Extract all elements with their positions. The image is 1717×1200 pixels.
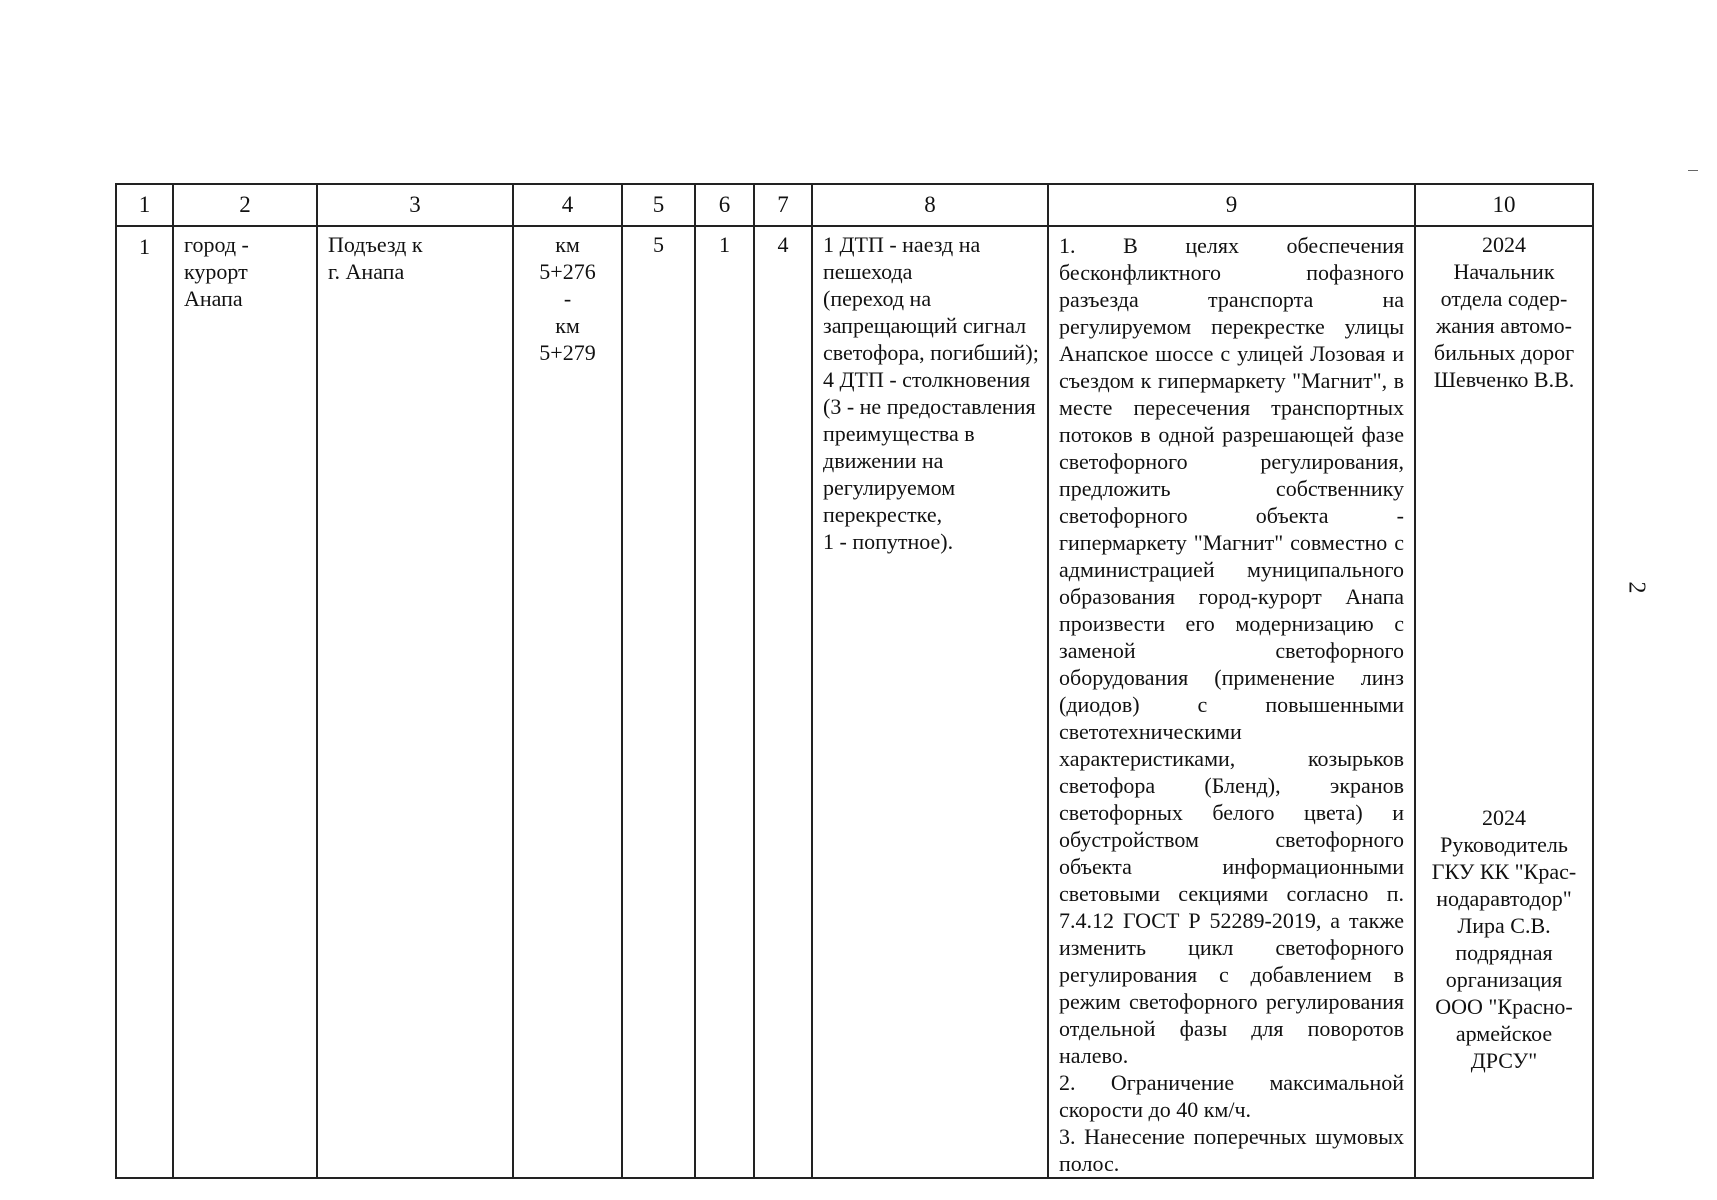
col-header-5: 5 bbox=[622, 184, 695, 226]
measures-table bbox=[115, 183, 1594, 1179]
measure-item: 3. Нанесение поперечных шумовых полос. bbox=[1059, 1124, 1404, 1176]
location-line: - bbox=[563, 286, 572, 311]
municipality-cell: город - курорт Анапа bbox=[173, 226, 317, 1178]
location-line: км bbox=[555, 232, 580, 257]
location-line: км bbox=[555, 313, 580, 338]
measure-item: 2. Ограничение максимальной скорости до 40 км/ч. bbox=[1059, 1070, 1404, 1122]
col7-value: 4 bbox=[754, 226, 812, 1178]
col6-value: 1 bbox=[695, 226, 754, 1178]
col-header-3: 3 bbox=[317, 184, 513, 226]
col-header-4: 4 bbox=[513, 184, 622, 226]
road-cell: Подъезд к г. Анапа bbox=[317, 226, 513, 1178]
col-header-2: 2 bbox=[173, 184, 317, 226]
col-header-8: 8 bbox=[812, 184, 1048, 226]
header-row bbox=[116, 184, 1593, 226]
row-number: 1 bbox=[116, 226, 173, 1178]
scan-mark bbox=[1688, 170, 1698, 171]
responsible-primary: 2024 Начальник отдела содер- жания автомо- бильных дорог Шевченко В.В. bbox=[1433, 232, 1575, 392]
accident-line: 4 ДТП - столкновения bbox=[823, 367, 1031, 392]
col-header-10: 10 bbox=[1415, 184, 1593, 226]
measures-cell bbox=[1048, 226, 1415, 1178]
col-header-7: 7 bbox=[754, 184, 812, 226]
location-cell bbox=[513, 226, 622, 1178]
col5-value: 5 bbox=[622, 226, 695, 1178]
table-row bbox=[116, 226, 1593, 1178]
col-header-6: 6 bbox=[695, 184, 754, 226]
responsible-spacer bbox=[1422, 393, 1586, 804]
location-line: 5+279 bbox=[539, 340, 596, 365]
accident-line: (переход на запрещающий сигнал светофора, погибший); bbox=[823, 286, 1039, 365]
accidents-cell bbox=[812, 226, 1048, 1178]
accident-line: 1 - попутное). bbox=[823, 529, 954, 554]
accident-line: 1 ДТП - наезд на пешехода bbox=[823, 232, 981, 284]
col-header-9: 9 bbox=[1048, 184, 1415, 226]
accident-line: (3 - не предоставления преимущества в движении на регулируемом перекрестке, bbox=[823, 394, 1036, 527]
col-header-1: 1 bbox=[116, 184, 173, 226]
responsible-secondary: 2024 Руководитель ГКУ КК "Крас- нодаравтодор" Лира С.В. подрядная организация ООО "Красно- армейское ДРСУ" bbox=[1431, 805, 1577, 1073]
page-number: 2 bbox=[1623, 581, 1650, 594]
location-line: 5+276 bbox=[539, 259, 596, 284]
measure-item: 1. В целях обеспечения бесконфликтного пофазного разъезда транспорта на регулируемом перекрестке улицы Анапское шоссе с улицей Лозовая и съездом к гипермаркету "Магнит", в месте пересечения транспортных потоков в одной разрешающей фазе светофорного регулирования, предложить собственнику светофорного объекта - гипермаркету "Магнит" совместно с администрацией муниципального образования город-курорт Анапа произвести его модернизацию с заменой светофорного оборудования (применение линз (диодов) с повышенными светотехническими характеристиками, козырьков светофора (Бленд), экранов светофорных белого цвета) и обустройством светофорного объекта информационными световыми секциями согласно п. 7.4.12 ГОСТ Р 52289-2019, а также изменить цикл светофорного регулирования с добавлением в режим светофорного регулирования отдельной фазы для поворотов налево. bbox=[1059, 233, 1404, 1068]
responsible-cell bbox=[1415, 226, 1593, 1178]
